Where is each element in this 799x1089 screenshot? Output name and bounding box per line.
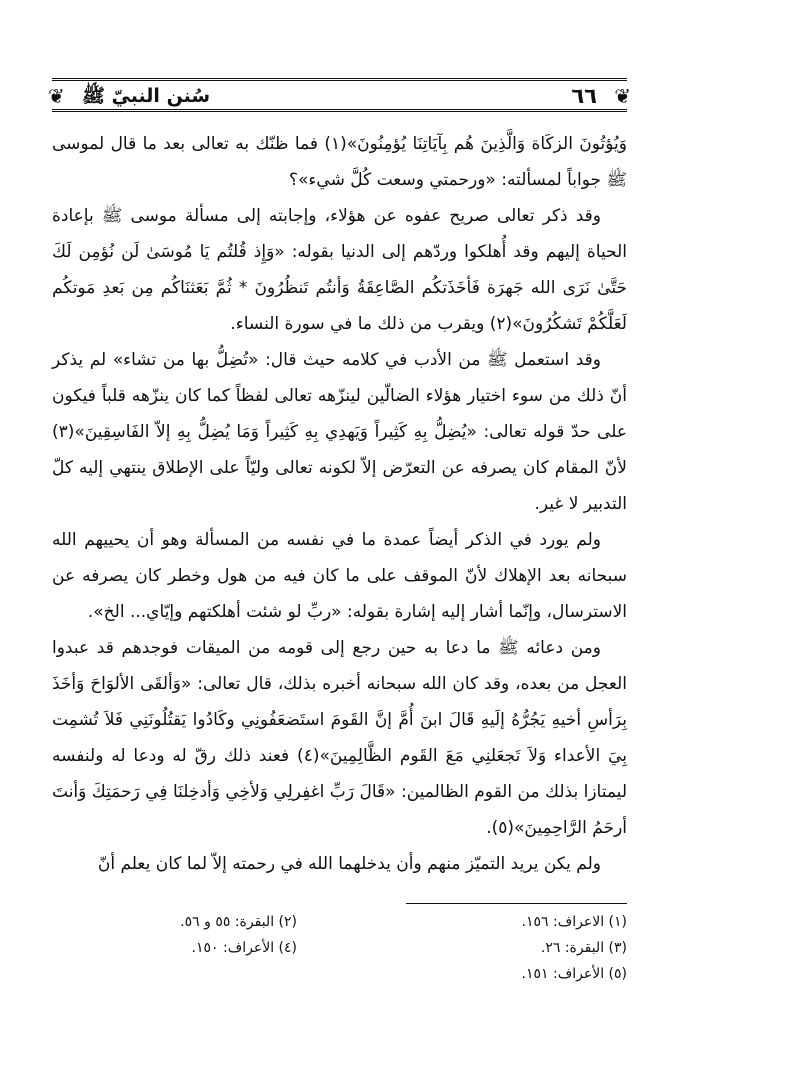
footnote-3: (٣) البقرة: ٢٦. bbox=[540, 940, 627, 956]
paragraph-2: وقد ذكر تعالى صريح عفوه عن هؤلاء، وإجابته إلى مسألة موسى ﷺ بإعادة الحياة إليهم وقد أُهلكوا وردّهم إلى الدنيا بقوله: «وَإِذ قُلتُم يَا مُوسَىٰ لَن نُؤمِن لَكَ حَتَّىٰ نَرَى الله جَهرَة فَأخَذَتكُم الصَّاعِقَةُ وَأنتُم تَنظُرُونَ * ثُمَّ بَعَثنَاكُم مِن بَعدِ مَوتكُم لَعَلَّكُمْ تَشكُرُونَ»(٢) ويقرب من ذلك ما في سورة النساء. bbox=[52, 206, 627, 334]
footnote-5: (٥) الأعراف: ١٥١. bbox=[521, 966, 627, 982]
footnote-1: (١) الاعراف: ١٥٦. bbox=[521, 914, 627, 930]
book-title: سُنن النبيّ ﷺ bbox=[82, 85, 211, 107]
footnote-4: (٤) الأعراف: ١٥٠. bbox=[191, 940, 297, 956]
ornament-left-icon: ❦ bbox=[48, 84, 65, 108]
paragraph-6: ولم يكن يريد التميّز منهم وأن يدخلهما الله في رحمته إلاّ لما كان يعلم أنّ bbox=[97, 854, 601, 874]
paragraph-5: ومن دعائه ﷺ ما دعا به حين رجع إلى قومه من الميقات فوجدهم قد عبدوا العجل من بعده، وقد كان الله سبحانه أخبره بذلك، قال تعالى: «وَألقَى الألوَاحَ وَأخَذَ بِرَأسِ أخيهِ يَجُرُّهُ إلَيهِ قَالَ ابنَ أُمَّ إنَّ القَومَ استَضعَفُونِي وكَادُوا يَقتُلُونَنِي فَلاَ تُشمِت بِيَ الأعداء وَلاَ تَجعَلنِي مَعَ القَوم الظَّالِمِينَ»(٤) فعند ذلك رقّ له ودعا له ولنفسه ليمتازا بذلك من القوم الظالمين: «قَالَ رَبِّ اغفِرلِي وَلأخِي وَأدخِلنَا فِي رَحمَتِكَ وَأنتَ أرحَمُ الرَّاحِمِينَ»(٥). bbox=[52, 638, 628, 838]
paragraph-1: وَيُؤتُونَ الزكَاة وَالَّذِينَ هُم بِآيَاتِنَا يُؤمِنُونَ»(١) فما ظنّك به تعالى بعد ما قال لموسى ﷺ جواباً لمسألته: «ورحمتي وسعت كُلَّ شيء»؟ bbox=[52, 134, 628, 190]
page-number: ٦٦ bbox=[571, 84, 597, 108]
ornament-right-icon: ❦ bbox=[614, 84, 631, 108]
footnotes bbox=[52, 910, 627, 994]
running-header bbox=[48, 78, 631, 112]
footnote-2: (٢) البقرة: ٥٥ و ٥٦. bbox=[180, 914, 297, 930]
footnote-separator bbox=[406, 903, 627, 904]
main-text bbox=[52, 126, 627, 882]
paragraph-3: وقد استعمل ﷺ من الأدب في كلامه حيث قال: «تُضِلُّ بها من تشاء» لم يذكر أنّ ذلك من سوء اختيار هؤلاء الضالّين لينزّهه تعالى لفظاً كما كان ينزّهه قلباً فيكون على حدّ قوله تعالى: «يُضِلُّ بِهِ كَثِيراً وَيَهدِي بِهِ كَثِيراً وَمَا يُضِلُّ بِهِ إلاّ الفَاسِقِينَ»(٣) لأنّ المقام كان يصرفه عن التعرّض إلاّ لكونه تعالى وليّاً على الإطلاق ينتهي إليه كلّ التدبير لا غير. bbox=[52, 350, 627, 514]
paragraph-4: ولم يورد في الذكر أيضاً عمدة ما في نفسه من المسألة وهو أن يحييهم الله سبحانه بعد الإهلاك لأنّ الموقف على ما كان فيه من هول وخطر كان يصرفه عن الاسترسال، وإنّما أشار إليه إشارة بقوله: «ربِّ لو شئت أهلكتهم وإيّاي... الخ». bbox=[52, 530, 627, 622]
